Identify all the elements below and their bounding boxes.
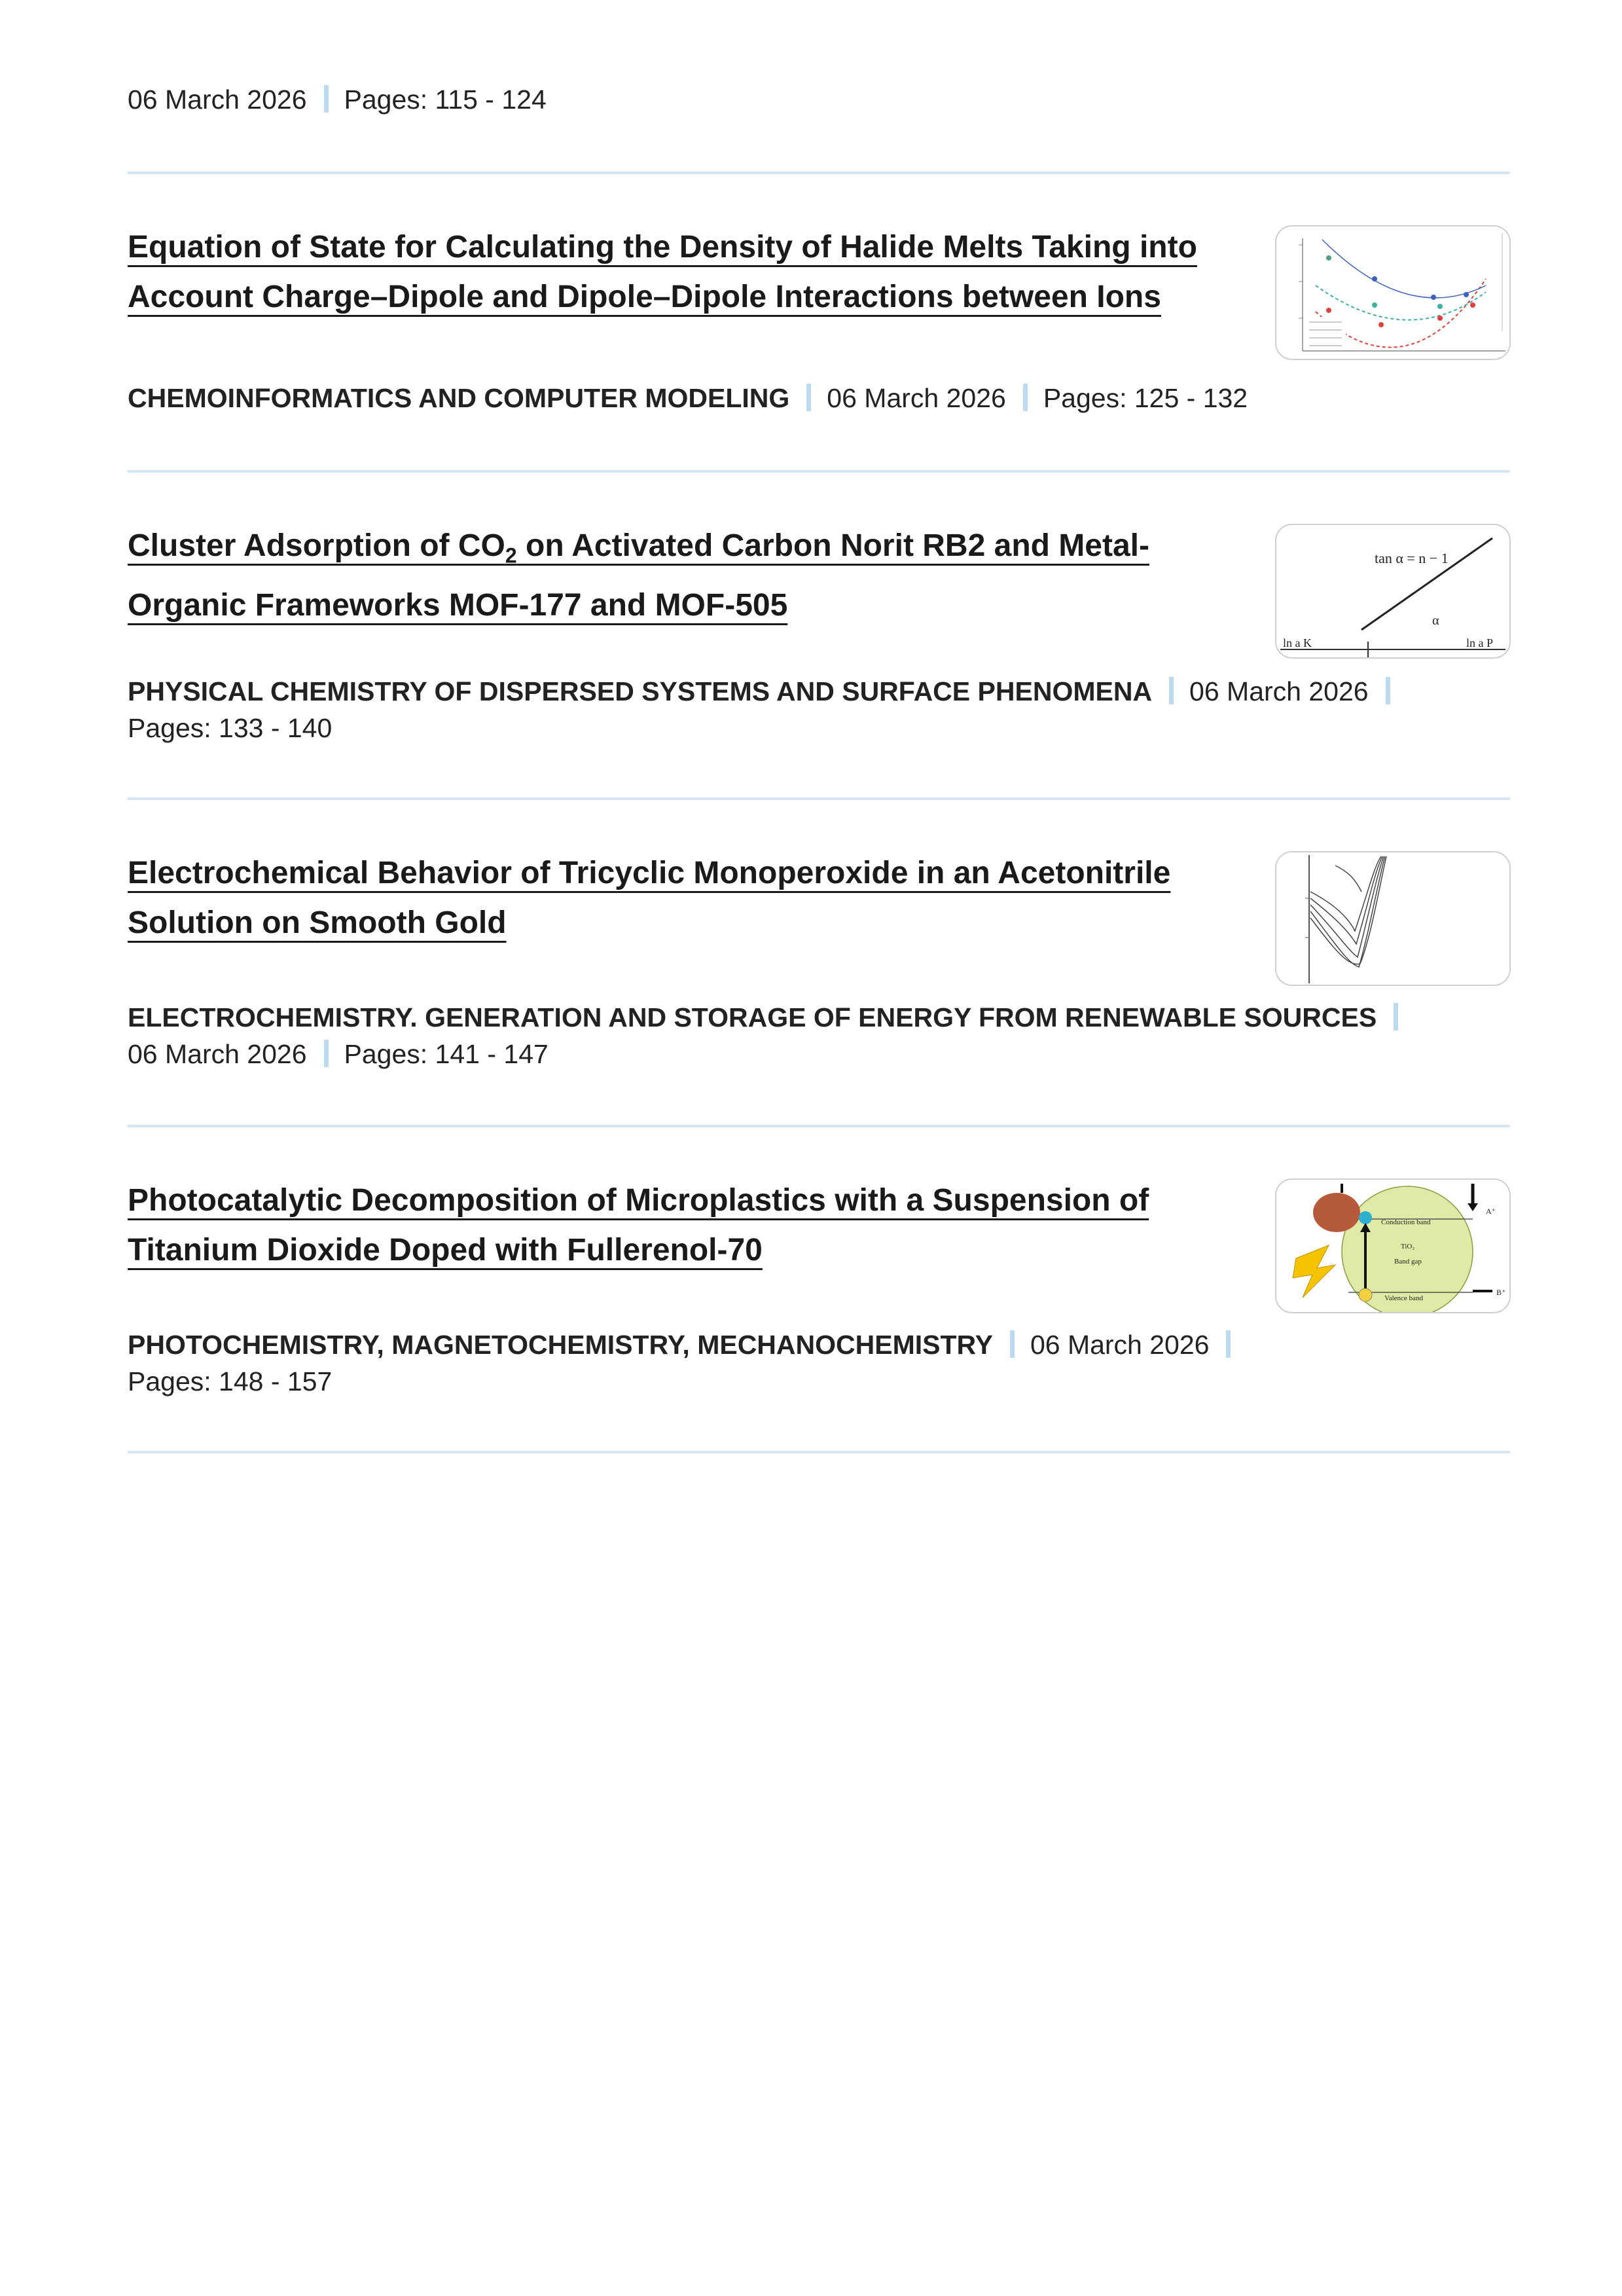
meta-separator (1386, 677, 1390, 704)
article-thumbnail[interactable] (1275, 851, 1511, 986)
article-title-link[interactable]: Equation of State for Calculating the Density of Halide Melts Taking into Account Charge–Dipole and Dipole–Dipole Interactions between Ions (128, 230, 1197, 314)
meta-separator (1226, 1330, 1231, 1358)
divider (128, 172, 1510, 174)
section-link[interactable]: PHOTOCHEMISTRY, MAGNETOCHEMISTRY, MECHANOCHEMISTRY (128, 1330, 993, 1360)
article-title-link[interactable]: Cluster Adsorption of $CO_2$ on Activated Carbon Norit RB2 and Metal- Organic Frameworks MOF-177 and MOF-505 (128, 528, 1149, 623)
article-thumbnail[interactable] (1275, 225, 1511, 360)
article-meta (128, 380, 1248, 416)
article-meta (128, 1326, 1515, 1400)
section-link[interactable]: CHEMOINFORMATICS AND COMPUTER MODELING (128, 383, 790, 413)
meta-separator (1169, 677, 1174, 704)
svg-text:Valence band: Valence band (1384, 1294, 1423, 1302)
svg-text:B⁺: B⁺ (1496, 1288, 1506, 1297)
article-date: 06 March 2026 (128, 84, 307, 115)
svg-text:α: α (1432, 613, 1439, 628)
article-thumbnail[interactable] (1275, 1178, 1511, 1313)
section-link[interactable]: ELECTROCHEMISTRY. GENERATION AND STORAGE OF ENERGY FROM RENEWABLE SOURCES (128, 1002, 1377, 1032)
article-date: 06 March 2026 (128, 1039, 307, 1069)
article-meta (128, 999, 1515, 1072)
svg-text:ln a P: ln a P (1466, 636, 1494, 649)
svg-text:Band gap: Band gap (1394, 1258, 1422, 1266)
meta-separator (324, 1040, 329, 1067)
article-thumbnail[interactable] (1275, 524, 1511, 659)
meta-separator (806, 384, 811, 411)
meta-separator (1010, 1330, 1015, 1358)
svg-text:ln a K: ln a K (1283, 636, 1312, 649)
article-title-link[interactable]: Photocatalytic Decomposition of Microplastics with a Suspension of Titanium Dioxide Doped with Fullerenol-70 (128, 1183, 1149, 1267)
article-pages: Pages: 148 - 157 (128, 1366, 333, 1396)
divider (128, 797, 1510, 800)
thumbnail-equation: tan α = n − 1 (1375, 550, 1449, 566)
article-pages: Pages: 141 - 147 (344, 1039, 549, 1069)
article-meta (128, 673, 1515, 746)
divider (128, 1451, 1510, 1453)
meta-separator (1394, 1003, 1398, 1030)
divider (128, 1125, 1510, 1127)
article-date: 06 March 2026 (1030, 1330, 1210, 1360)
article-pages: Pages: 133 - 140 (128, 713, 333, 743)
article-pages: Pages: 125 - 132 (1043, 383, 1248, 413)
meta-separator (1023, 384, 1028, 411)
meta-separator (324, 85, 329, 113)
divider (128, 470, 1510, 473)
svg-text:A⁺: A⁺ (1486, 1207, 1496, 1216)
article-date: 06 March 2026 (1189, 676, 1369, 706)
section-link[interactable]: PHYSICAL CHEMISTRY OF DISPERSED SYSTEMS AND SURFACE PHENOMENA (128, 676, 1153, 706)
article-title-link[interactable]: Electrochemical Behavior of Tricyclic Monoperoxide in an Acetonitrile Solution on Smooth Gold (128, 856, 1171, 940)
article-pages: Pages: 115 - 124 (344, 84, 547, 115)
svg-text:Conduction band: Conduction band (1381, 1218, 1431, 1226)
svg-text:TiO₂: TiO₂ (1401, 1243, 1415, 1250)
article-date: 06 March 2026 (827, 383, 1006, 413)
article-meta (128, 81, 547, 118)
